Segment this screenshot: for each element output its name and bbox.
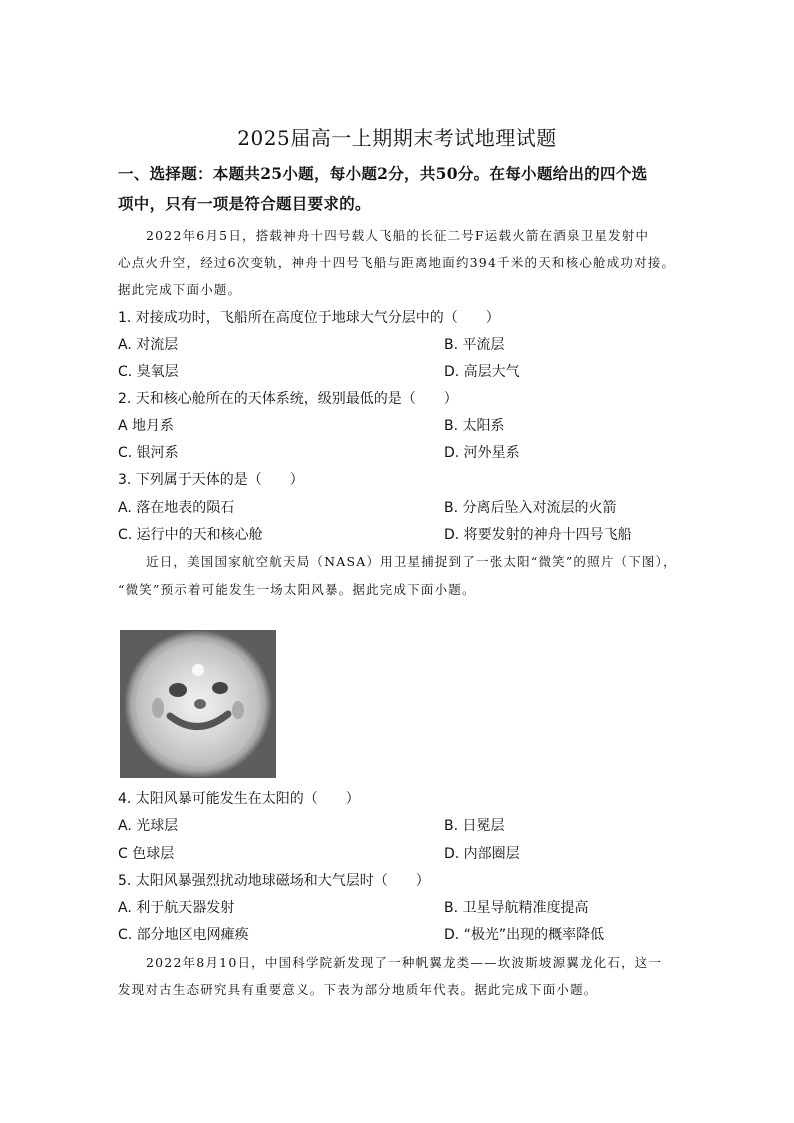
- question-4-option-a[interactable]: A. 光球层: [118, 818, 179, 834]
- question-2-option-a[interactable]: A 地月系: [118, 418, 175, 434]
- sun-photo: [120, 630, 276, 778]
- question-5-option-a[interactable]: A. 利于航天器发射: [118, 900, 235, 916]
- question-3-option-d[interactable]: D. 将要发射的神舟十四号飞船: [444, 527, 632, 543]
- question-2-option-d[interactable]: D. 河外星系: [444, 445, 520, 461]
- material2-line1: 近日，美国国家航空航天局（NASA）用卫星捕捉到了一张太阳“微笑”的照片（下图），: [146, 554, 677, 569]
- question-1-stem: 1. 对接成功时，飞船所在高度位于地球大气分层中的（ ）: [118, 310, 500, 326]
- question-3-option-a[interactable]: A. 落在地表的陨石: [118, 500, 235, 516]
- question-2-stem: 2. 天和核心舱所在的天体系统，级别最低的是（ ）: [118, 391, 458, 407]
- material3-line2: 发现对古生态研究具有重要意义。下表为部分地质年代表。据此完成下面小题。: [118, 982, 598, 997]
- page-title: 2025届高一上期期末考试地理试题: [237, 126, 557, 150]
- question-4-option-d[interactable]: D. 内部圈层: [444, 846, 520, 862]
- question-2-option-b[interactable]: B. 太阳系: [444, 418, 505, 434]
- question-1-option-d[interactable]: D. 高层大气: [444, 364, 520, 380]
- section-heading-line2: 项中，只有一项是符合题目要求的。: [118, 194, 371, 213]
- question-1-option-c[interactable]: C. 臭氧层: [118, 364, 179, 380]
- sun-smile-image: [120, 630, 276, 778]
- section-heading-line1: 一、选择题：本题共25小题，每小题2分，共50分。在每小题给出的四个选: [118, 164, 648, 183]
- question-1-option-a[interactable]: A. 对流层: [118, 337, 179, 353]
- question-3-option-b[interactable]: B. 分离后坠入对流层的火箭: [444, 500, 617, 516]
- question-1-option-b[interactable]: B. 平流层: [444, 337, 505, 353]
- question-3-stem: 3. 下列属于天体的是（ ）: [118, 472, 304, 488]
- question-5-option-c[interactable]: C. 部分地区电网瘫痪: [118, 927, 249, 943]
- question-2-option-c[interactable]: C. 银河系: [118, 445, 179, 461]
- question-5-option-d[interactable]: D. “极光”出现的概率降低: [444, 927, 605, 943]
- material1-line1: 2022年6月5日，搭载神舟十四号载人飞船的长征二号F运载火箭在酒泉卫星发射中: [146, 228, 650, 243]
- material2-line2: “微笑”预示着可能发生一场太阳风暴。据此完成下面小题。: [118, 582, 476, 597]
- question-4-option-b[interactable]: B. 日冕层: [444, 818, 505, 834]
- question-4-stem: 4. 太阳风暴可能发生在太阳的（ ）: [118, 791, 360, 807]
- material3-line1: 2022年8月10日，中国科学院新发现了一种帆翼龙类——坎波斯坡源翼龙化石，这一: [146, 955, 663, 970]
- question-5-stem: 5. 太阳风暴强烈扰动地球磁场和大气层时（ ）: [118, 873, 430, 889]
- material1-line3: 据此完成下面小题。: [118, 282, 242, 297]
- question-5-option-b[interactable]: B. 卫星导航精准度提高: [444, 900, 589, 916]
- question-3-option-c[interactable]: C. 运行中的天和核心舱: [118, 527, 263, 543]
- question-4-option-c[interactable]: C 色球层: [118, 846, 175, 862]
- material1-line2: 心点火升空，经过6次变轨，神舟十四号飞船与距离地面约394千米的天和核心舱成功对接。: [118, 255, 676, 270]
